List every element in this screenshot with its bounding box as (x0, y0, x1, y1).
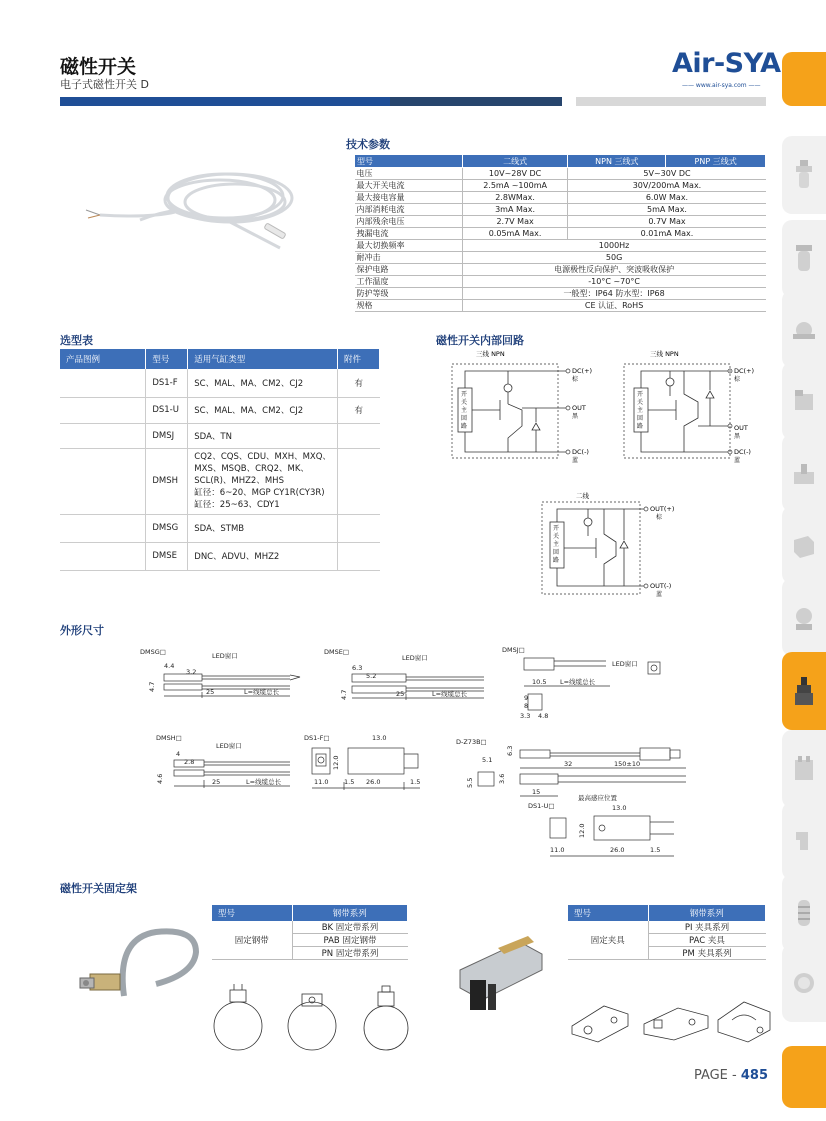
dim-number: 4.7 (148, 681, 156, 692)
sel-col-types: 适用气缸类型 (188, 349, 338, 369)
spec-value: 3mA Max. (462, 204, 568, 216)
spec-label: 防护等级 (355, 288, 463, 300)
page-subtitle: 电子式磁性开关 D (60, 78, 149, 91)
box-char: 关 (637, 399, 644, 406)
circuit-title: 三线 NPN (476, 350, 505, 358)
dim-number: 2.8 (184, 758, 195, 766)
side-tab-elbow[interactable] (782, 802, 826, 880)
spec-value: 30V/200mA Max. (568, 180, 766, 192)
box-char: 回 (461, 415, 468, 422)
header-bar-grey (576, 97, 766, 106)
sel-col-image: 产品图例 (60, 349, 146, 369)
sel-model: DMSE (146, 542, 188, 570)
table-row (60, 542, 380, 570)
spec-label: 最大开关电流 (355, 180, 463, 192)
sel-accessory (338, 423, 380, 448)
dimensions-heading: 外形尺寸 (60, 624, 104, 637)
table-row (355, 168, 766, 180)
bracket-clamp-table (568, 905, 766, 960)
table-row (355, 276, 766, 288)
sel-model: DMSH (146, 448, 188, 514)
spec-value: 0.7V Max (568, 216, 766, 228)
circuit-title: 二线 (576, 492, 589, 500)
dim-led-window: LED窗口 (402, 654, 428, 662)
dim-number: 15 (532, 788, 541, 796)
box-char: 开 (553, 525, 560, 532)
spec-value: 0.05mA Max. (462, 228, 568, 240)
sel-accessory (338, 514, 380, 542)
sel-types: DNC、ADVU、MHZ2 (188, 542, 338, 570)
side-tab-manifold[interactable] (782, 730, 826, 808)
brk-item: PN 固定带系列 (292, 947, 408, 960)
dim-number: 25 (206, 688, 215, 696)
sel-type-line: CQ2、CQS、CDU、MXH、MXQ、 (194, 452, 331, 462)
sel-types: SDA、TN (188, 423, 338, 448)
label-black: 黑 (734, 433, 741, 440)
spec-value: 50G (462, 252, 765, 264)
spec-label: 工作温度 (355, 276, 463, 288)
brk-col-series: 钢带系列 (292, 905, 408, 921)
bracket-heading: 磁性开关固定架 (60, 882, 137, 895)
side-tab-block[interactable] (782, 506, 826, 584)
sel-model: DMSG (146, 514, 188, 542)
brk-col-series: 钢带系列 (648, 905, 766, 921)
dim-number: 4 (176, 750, 181, 758)
dim-number: 4.4 (164, 662, 175, 670)
spec-label: 拽漏电流 (355, 228, 463, 240)
dim-number: 26.0 (610, 846, 625, 854)
dim-cable-length: L=线缆总长 (244, 688, 280, 696)
box-char: 回 (553, 549, 560, 556)
sel-types: SC、MAL、MA、CM2、CJ2 (188, 397, 338, 423)
dim-number: 150±10 (614, 760, 641, 768)
sel-types (188, 448, 338, 514)
dim-number: 3.6 (498, 773, 506, 784)
box-char: 主 (553, 541, 560, 548)
circuit-title: 三线 NPN (650, 350, 679, 358)
table-row (355, 252, 766, 264)
spec-value: 5mA Max. (568, 204, 766, 216)
spec-value: 10V~28V DC (462, 168, 568, 180)
sel-accessory (338, 448, 380, 514)
bracket-strap-table (212, 905, 408, 960)
table-row (355, 216, 766, 228)
dim-number: 11.0 (314, 778, 329, 786)
brand-logo: Air-SYA (672, 48, 781, 79)
spec-value: 5V~30V DC (568, 168, 766, 180)
table-row (355, 204, 766, 216)
box-char: 关 (553, 533, 560, 540)
sel-types: SDA、STMB (188, 514, 338, 542)
dim-number: 32 (564, 760, 573, 768)
brk-item: BK 固定带系列 (292, 921, 408, 934)
side-tab-regulator[interactable] (782, 220, 826, 298)
dim-cable-length: L=线缆总长 (560, 678, 596, 686)
spec-col-model: 型号 (355, 155, 463, 168)
dim-label-dmsj: DMSJ□ (502, 646, 525, 654)
table-row (355, 192, 766, 204)
page-number-value: 485 (740, 1068, 768, 1083)
dim-led-window: LED窗口 (212, 652, 238, 660)
box-char: 路 (461, 423, 468, 430)
dim-number: 12.0 (332, 755, 340, 770)
brk-item: PM 夹具系列 (648, 947, 766, 960)
page-title: 磁性开关 (60, 56, 137, 78)
dim-label-dz73b: D-Z73B□ (456, 738, 487, 746)
label-dc-plus: DC(+) (734, 367, 755, 375)
label-brown: 棕 (656, 514, 663, 521)
brk-item: PAC 夹具 (648, 934, 766, 947)
label-out: OUT (734, 424, 748, 432)
box-char: 开 (637, 391, 644, 398)
sel-type-line: MXS、MSQB、CRQ2、MK、 (194, 464, 309, 474)
box-char: 回 (637, 415, 644, 422)
dim-number: 1.5 (410, 778, 421, 786)
dim-label-dmsh: DMSH□ (156, 734, 182, 742)
sel-type-line: SCL(R)、MHZ2、MHS (194, 476, 284, 486)
box-char: 主 (461, 407, 468, 414)
side-tab-fitting[interactable] (782, 290, 826, 368)
table-row (60, 423, 380, 448)
label-dc-minus: DC(-) (572, 448, 589, 456)
table-row (355, 264, 766, 276)
dim-number: 5.5 (466, 777, 474, 788)
label-dc-plus: DC(+) (572, 367, 593, 375)
dim-number: 1.5 (650, 846, 661, 854)
sel-col-model: 型号 (146, 349, 188, 369)
sel-types: SC、MAL、MA、CM2、CJ2 (188, 369, 338, 397)
label-out-plus: OUT(+) (650, 505, 675, 513)
sel-col-accessory: 附件 (338, 349, 380, 369)
table-row (355, 228, 766, 240)
side-tab-gauge[interactable] (782, 944, 826, 1022)
spec-value: CE 认证、RoHS (462, 300, 765, 312)
dimension-drawings (140, 644, 780, 858)
spec-label: 电压 (355, 168, 463, 180)
dim-number: 5.2 (366, 672, 377, 680)
bracket-clamp-drawings (568, 990, 774, 1046)
bracket-clamp-photo (450, 930, 550, 1020)
label-out-minus: OUT(-) (650, 582, 672, 590)
dim-number: 6.3 (352, 664, 363, 672)
box-char: 路 (637, 423, 644, 430)
sel-accessory: 有 (338, 369, 380, 397)
spec-value: 一般型：IP64 防水型：IP68 (462, 288, 765, 300)
spec-value: 6.0W Max. (568, 192, 766, 204)
table-row (212, 921, 408, 934)
selection-table (60, 349, 380, 571)
sel-model: DS1-F (146, 369, 188, 397)
sel-accessory (338, 542, 380, 570)
table-row (355, 240, 766, 252)
spec-label: 规格 (355, 300, 463, 312)
dim-number: 26.0 (366, 778, 381, 786)
spec-label: 内部消耗电流 (355, 204, 463, 216)
dim-number: 12.0 (578, 823, 586, 838)
brk-col-model: 型号 (212, 905, 292, 921)
header-bar-secondary (390, 97, 562, 106)
dim-number: 3.2 (186, 668, 197, 676)
dim-number: 9 (524, 694, 529, 702)
dim-number: 25 (396, 690, 405, 698)
sel-model: DMSJ (146, 423, 188, 448)
sel-accessory: 有 (338, 397, 380, 423)
circuit-two-wire (540, 488, 700, 606)
dim-cable-length: L=线缆总长 (432, 690, 468, 698)
table-row (60, 514, 380, 542)
brand-url: —— www.air-sya.com —— (682, 82, 761, 89)
dim-number: 25 (212, 778, 221, 786)
dim-led-window: LED窗口 (612, 660, 638, 668)
bracket-strap-drawings (208, 982, 418, 1056)
product-photo-cable (80, 160, 310, 260)
dim-led-window: LED窗口 (216, 742, 242, 750)
side-tab-silencer[interactable] (782, 874, 826, 952)
spec-label: 耐冲击 (355, 252, 463, 264)
dim-number: 5.1 (482, 756, 493, 764)
page-number (694, 1068, 768, 1083)
dim-number: 3.3 (520, 712, 531, 720)
table-row (60, 448, 380, 514)
side-tab-pump[interactable] (782, 578, 826, 656)
circuit-npn-2 (620, 346, 770, 464)
sel-model: DS1-U (146, 397, 188, 423)
table-row (60, 397, 380, 423)
sel-type-line: 缸径：25~63、CDY1 (194, 500, 280, 510)
side-tab-sensor-active[interactable] (782, 652, 826, 730)
dim-number: 4.7 (340, 689, 348, 700)
spec-value: 2.8WMax. (462, 192, 568, 204)
table-row (355, 300, 766, 312)
header-bar-primary (60, 97, 390, 106)
dim-number: 1.5 (344, 778, 355, 786)
dim-number: 13.0 (372, 734, 387, 742)
dim-number: 8 (524, 702, 529, 710)
dim-label-ds1u: DS1-U□ (528, 802, 555, 810)
spec-value: 2.5mA ~100mA (462, 180, 568, 192)
table-row (355, 180, 766, 192)
label-out: OUT (572, 404, 586, 412)
dim-number: 4.6 (156, 773, 164, 784)
spec-value: 2.7V Max (462, 216, 568, 228)
selection-heading: 选型表 (60, 334, 93, 347)
dim-sense-position: 最高感应位置 (578, 794, 617, 802)
dim-number: 10.5 (532, 678, 547, 686)
label-black: 黑 (572, 413, 579, 420)
spec-table (354, 154, 766, 312)
spec-value: 1000Hz (462, 240, 765, 252)
spec-label: 内部残余电压 (355, 216, 463, 228)
label-blue: 蓝 (572, 457, 579, 464)
spec-label: 保护电路 (355, 264, 463, 276)
dim-number: 4.8 (538, 712, 549, 720)
label-blue: 蓝 (656, 591, 663, 598)
brk-col-model: 型号 (568, 905, 648, 921)
dim-number: 13.0 (612, 804, 627, 812)
dim-number: 11.0 (550, 846, 565, 854)
spec-value: 0.01mA Max. (568, 228, 766, 240)
label-blue: 蓝 (734, 457, 741, 464)
dim-cable-length: L=线缆总长 (246, 778, 282, 786)
label-brown: 棕 (734, 376, 741, 383)
spec-heading: 技术参数 (346, 138, 390, 151)
spec-label: 最大切换频率 (355, 240, 463, 252)
box-char: 主 (637, 407, 644, 414)
spec-col-npn: NPN 三线式 (568, 155, 666, 168)
spec-value: 电源极性反向保护、突波吸收保护 (462, 264, 765, 276)
side-tab-filter[interactable] (782, 136, 826, 214)
table-row (568, 921, 766, 934)
spec-label: 最大接电容量 (355, 192, 463, 204)
dim-number: 6.3 (506, 745, 514, 756)
spec-value: -10°C ~70°C (462, 276, 765, 288)
brk-item: PAB 固定钢带 (292, 934, 408, 947)
page-label: PAGE - (693, 1068, 741, 1083)
box-char: 路 (553, 557, 560, 564)
circuit-heading: 磁性开关内部回路 (436, 334, 524, 347)
brk-model: 固定夹具 (568, 921, 648, 960)
table-row (60, 369, 380, 397)
dim-label-dmse: DMSE□ (324, 648, 349, 656)
side-tab-top[interactable] (782, 52, 826, 106)
spec-col-pnp: PNP 三线式 (666, 155, 766, 168)
dim-label-ds1f: DS1-F□ (304, 734, 330, 742)
box-char: 开 (461, 391, 468, 398)
side-tab-cylinder[interactable] (782, 434, 826, 512)
label-dc-minus: DC(-) (734, 448, 751, 456)
dim-label-dmsg: DMSG□ (140, 648, 166, 656)
brk-model: 固定钢带 (212, 921, 292, 960)
spec-col-two-wire: 二线式 (462, 155, 568, 168)
sel-type-line: 缸径：6~20、MGP CY1R(CY3R) (194, 488, 325, 498)
bracket-strap-photo (76, 918, 206, 1014)
label-brown: 棕 (572, 376, 579, 383)
circuit-npn-1 (448, 346, 598, 464)
brk-item: PI 夹具系列 (648, 921, 766, 934)
side-tab-valve[interactable] (782, 362, 826, 440)
side-tab-bottom[interactable] (782, 1046, 826, 1108)
box-char: 关 (461, 399, 468, 406)
table-row (355, 288, 766, 300)
